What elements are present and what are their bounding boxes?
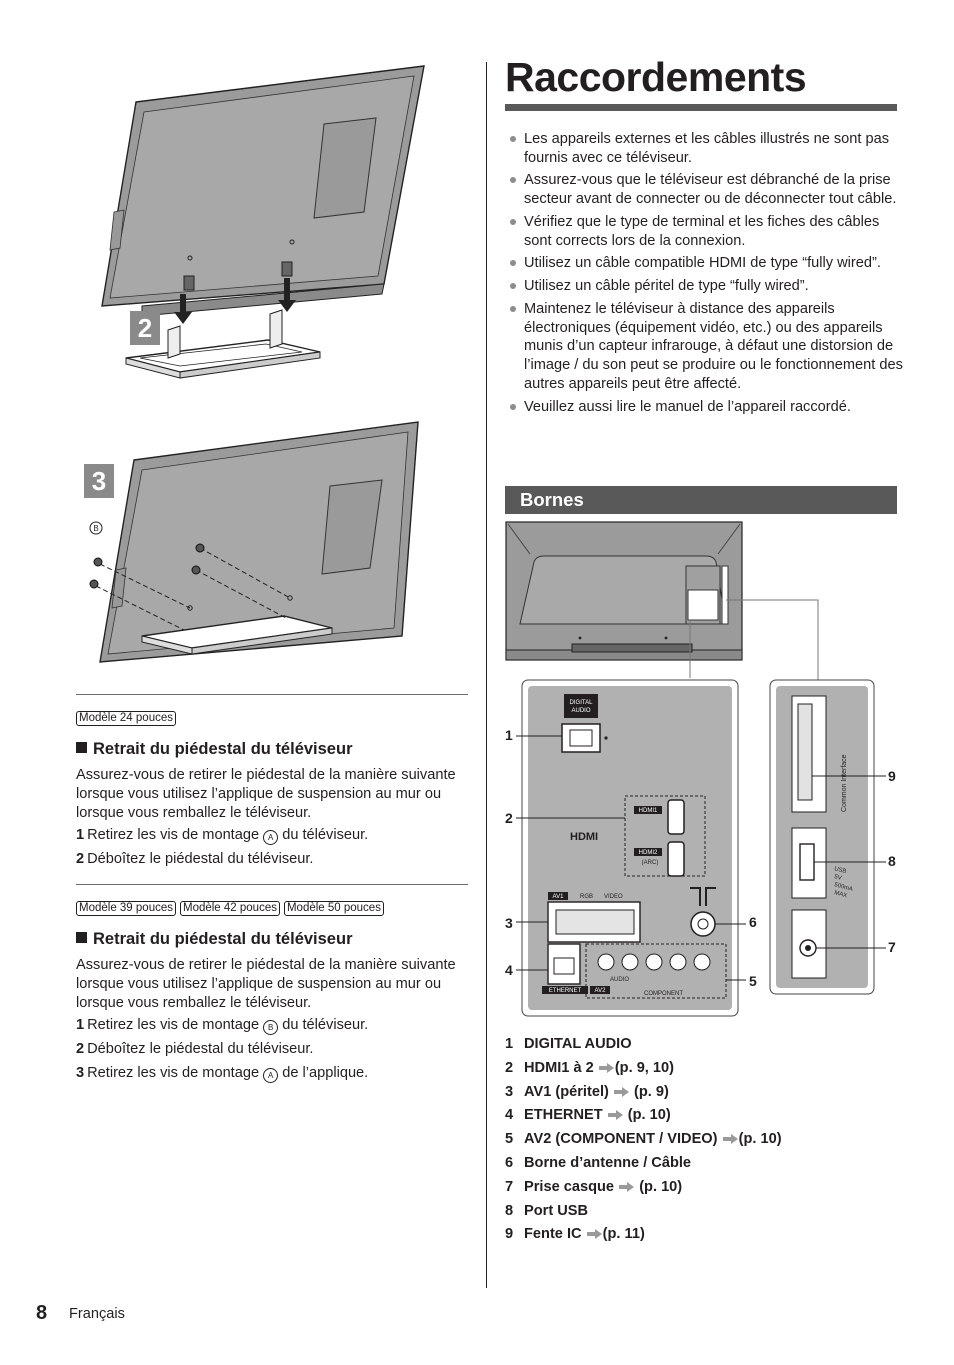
callout-9: 9 xyxy=(888,768,896,784)
av1-label: AV1 xyxy=(552,894,564,900)
audio-label: AUDIO xyxy=(610,977,630,983)
model-tags-39-42-50 xyxy=(76,901,384,916)
mark-b-icon: B xyxy=(263,1020,278,1035)
list-item: Veuillez aussi lire le manuel de l’appareil raccordé. xyxy=(505,398,905,417)
square-bullet-icon xyxy=(76,742,87,753)
callout-2: 2 xyxy=(505,810,513,826)
callout-6: 6 xyxy=(749,914,757,930)
common-interface-label: Common Interface xyxy=(841,754,848,812)
digital-audio-label-2: AUDIO xyxy=(571,708,591,714)
section-divider-1 xyxy=(76,694,468,695)
ethernet-label: ETHERNET xyxy=(548,988,582,994)
arrow-right-icon xyxy=(608,1110,623,1120)
usb-current-label: 500mA xyxy=(833,882,854,893)
model-tags-24 xyxy=(76,711,176,726)
list-item: Vérifiez que le type de terminal et les fiches des câbles sont corrects lors de la connexion. xyxy=(505,213,905,250)
screw-b-label: B xyxy=(93,524,99,533)
precautions-list xyxy=(505,130,905,420)
list-item: Maintenez le téléviseur à distance des appareils électroniques (équipement vidéo, etc.) ou des appareils munis d’un capteur infrarouge, à défaut une distorsion de l’image / du son peut se produire ou le fonctionnement des autres appareils peut être affecté. xyxy=(505,300,905,393)
list-item: Assurez-vous que le téléviseur est débranché de la prise secteur avant de connecter ou de déconnecter tout câble. xyxy=(505,171,905,208)
mark-a-icon: A xyxy=(263,1068,278,1083)
legend-item: 9 Fente IC (p. 11) xyxy=(505,1226,645,1243)
figure-screws-removal xyxy=(86,420,456,670)
usb-max-label: MAX xyxy=(833,890,848,900)
arrow-right-icon xyxy=(587,1229,602,1239)
component-label: COMPONENT xyxy=(644,991,683,997)
arc-label: (ARC) xyxy=(641,860,659,866)
terminals-legend xyxy=(505,1033,782,1247)
mark-a-icon: A xyxy=(263,830,278,845)
av2-label: AV2 xyxy=(594,988,606,994)
legend-item: 2 HDMI1 à 2 (p. 9, 10) xyxy=(505,1059,675,1076)
hdmi-logo: HDMI xyxy=(570,831,599,843)
legend-item: 5 AV2 (COMPONENT / VIDEO) (p. 10) xyxy=(505,1131,782,1148)
list-item: Utilisez un câble péritel de type “fully wired”. xyxy=(505,277,905,296)
usb-voltage-label: 5V xyxy=(833,874,843,882)
callout-4: 4 xyxy=(505,962,513,978)
square-bullet-icon xyxy=(76,932,87,943)
legend-item: 8 Port USB xyxy=(505,1202,589,1219)
usb-label: USB xyxy=(833,866,847,876)
rgb-label: RGB xyxy=(580,894,594,900)
arrow-right-icon xyxy=(614,1087,629,1097)
arrow-right-icon xyxy=(599,1063,614,1073)
list-item: Les appareils externes et les câbles illustrés ne sont pas fournis avec ce téléviseur. xyxy=(505,130,905,167)
callout-7: 7 xyxy=(888,939,896,955)
video-label: VIDEO xyxy=(604,894,623,900)
section-paragraph-39-42-50: Assurez-vous de retirer le piédestal de la manière suivante lorsque vous utilisez l’applique de suspension au mur ou lorsque vous remballez le téléviseur. xyxy=(76,957,456,1011)
callout-5: 5 xyxy=(749,973,757,989)
legend-item: 4 ETHERNET (p. 10) xyxy=(505,1107,671,1124)
page-title: Raccordements xyxy=(505,54,807,100)
step-2-badge: 2 xyxy=(130,311,160,345)
legend-item: 6 Borne d’antenne / Câble xyxy=(505,1154,692,1171)
model-tag: Modèle 39 pouces xyxy=(76,901,176,916)
callout-8: 8 xyxy=(888,853,896,869)
section-divider-2 xyxy=(76,884,468,885)
legend-item: 1 DIGITAL AUDIO xyxy=(505,1036,632,1052)
model-tag: Modèle 42 pouces xyxy=(180,901,280,916)
step-item: 3 Retirez les vis de montage A de l’applique. xyxy=(76,1065,369,1081)
arrow-right-icon xyxy=(619,1182,634,1192)
section-heading-bornes: Bornes xyxy=(505,486,897,514)
section-heading-39-42-50: Retrait du piédestal du téléviseur xyxy=(76,930,353,949)
legend-item: 3 AV1 (péritel) (p. 9) xyxy=(505,1083,669,1100)
hdmi1-label: HDMI1 xyxy=(638,808,658,814)
model-tag: Modèle 50 pouces xyxy=(284,901,384,916)
step-item: 2 Déboîtez le piédestal du téléviseur. xyxy=(76,851,314,867)
digital-audio-label-1: DIGITAL xyxy=(569,700,593,706)
page-language: Français xyxy=(69,1306,125,1322)
hdmi2-label: HDMI2 xyxy=(638,850,658,856)
callout-3: 3 xyxy=(505,915,513,931)
arrow-right-icon xyxy=(723,1134,738,1144)
model-tag: Modèle 24 pouces xyxy=(76,711,176,726)
section-paragraph-24: Assurez-vous de retirer le piédestal de la manière suivante lorsque vous utilisez l’applique de suspension au mur ou lorsque vous remballez le téléviseur. xyxy=(76,767,456,821)
list-item: Utilisez un câble compatible HDMI de type “fully wired”. xyxy=(505,254,905,273)
section-heading-24: Retrait du piédestal du téléviseur xyxy=(76,740,353,759)
step-item: 1 Retirez les vis de montage A du téléviseur. xyxy=(76,827,369,843)
callout-1: 1 xyxy=(505,727,513,743)
terminals-diagram xyxy=(500,520,900,1025)
step-item: 2 Déboîtez le piédestal du téléviseur. xyxy=(76,1041,314,1057)
column-divider xyxy=(486,62,487,1288)
step-3-badge: 3 xyxy=(84,464,114,498)
title-rule xyxy=(505,104,897,111)
page-number: 8 xyxy=(36,1302,48,1324)
legend-item: 7 Prise casque (p. 10) xyxy=(505,1178,683,1195)
step-item: 1 Retirez les vis de montage B du téléviseur. xyxy=(76,1017,369,1033)
